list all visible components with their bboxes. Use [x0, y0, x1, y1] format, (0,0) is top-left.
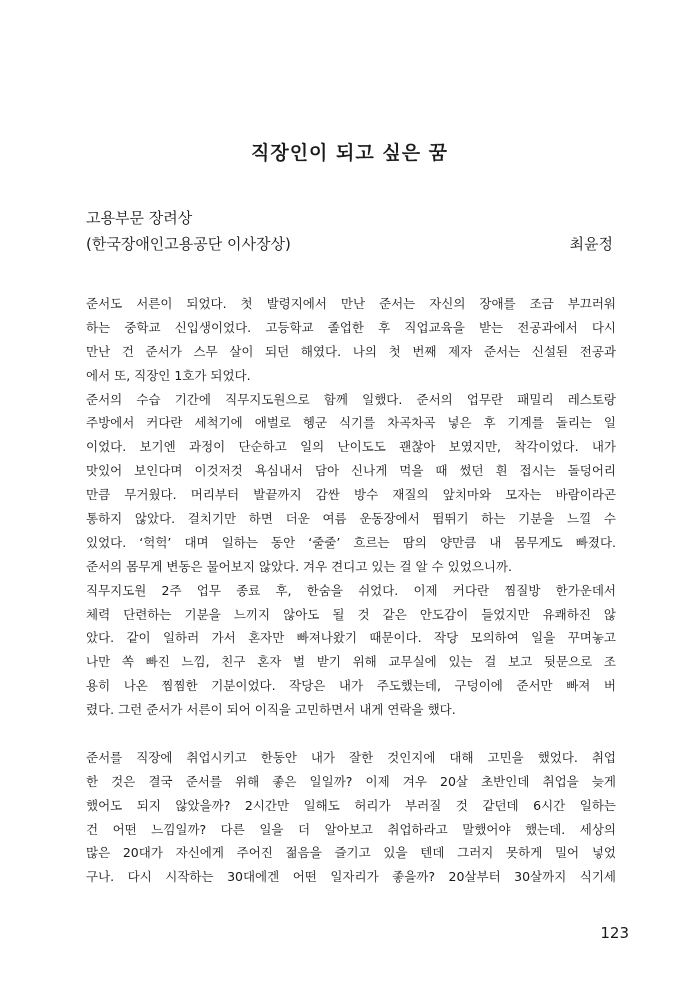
body-line: 나만 쏙 빠진 느낌, 친구 혼자 벌 받기 위해 교무실에 있는 걸 보고 뒷문으로 조 [86, 654, 616, 670]
essay-body [86, 292, 616, 889]
body-line: 만난 건 준서가 스무 살이 되던 해였다. 나의 첫 번째 제자 준서는 신설된 전공과 [86, 343, 616, 359]
body-line: 직무지도원 2주 업무 종료 후, 한숨을 쉬었다. 이제 커다란 찜질방 한가운데서 [86, 582, 616, 598]
author-name: 최윤정 [569, 235, 613, 253]
body-line: 용히 나온 찜찜한 기분이었다. 작당은 내가 주도했는데, 구덩이에 준서만 빠져 버 [86, 678, 616, 694]
body-line: 주방에서 커다란 세척기에 애벌로 헹군 식기를 차곡차곡 넣은 후 기계를 돌리는 일 [86, 415, 616, 431]
body-line: 많은 20대가 자신에게 주어진 젊음을 즐기고 있을 텐데 그러지 못하게 밀어 넣었 [86, 845, 616, 861]
body-line: 이었다. 보기엔 과정이 단순하고 일의 난이도도 괜찮아 보였지만, 착각이었다. 내가 [86, 439, 616, 455]
paragraph-gap [86, 722, 616, 746]
body-line: 준서도 서른이 되었다. 첫 발령지에서 만난 준서는 자신의 장애를 조금 부끄러워 [86, 296, 616, 311]
award-category: 고용부문 장려상 [86, 209, 193, 227]
body-line: 하는 중학교 신입생이었다. 고등학교 졸업한 후 직업교육을 받는 전공과에서 다시 [86, 319, 616, 335]
body-line: 있었다. ‘헉헉’ 대며 일하는 동안 ‘줄줄’ 흐르는 땀의 양만큼 내 몸무게도 빠졌다. [86, 534, 616, 550]
page-number: 123 [600, 924, 629, 942]
body-line: 았다. 같이 일하러 가서 혼자만 빠져나왔기 때문이다. 작당 모의하여 일을 꾸며놓고 [86, 630, 616, 646]
body-line: 준서를 직장에 취업시키고 한동안 내가 잘한 것인지에 대해 고민을 했었다. 취업 [86, 749, 616, 765]
body-line: 렸다. 그런 준서가 서른이 되어 이직을 고민하면서 내게 연락을 했다. [86, 702, 456, 718]
body-line: 통하지 않았다. 걸치기만 하면 더운 여름 운동장에서 뜀뛰기 하는 기분을 느낄 수 [86, 511, 616, 527]
body-line: 했어도 되지 않았을까? 2시간만 일해도 허리가 부러질 것 같던데 6시간 일하는 [86, 797, 616, 813]
body-line: 한 것은 결국 준서를 위해 좋은 일일까? 이제 겨우 20살 초반인데 취업을 늦게 [86, 773, 616, 789]
body-line: 준서의 수습 기간에 직무지도원으로 함께 일했다. 준서의 업무란 패밀리 레스토랑 [86, 391, 616, 407]
body-line: 체력 단련하는 기분을 느끼지 않아도 될 것 같은 안도감이 들었지만 유쾌하진 않 [86, 606, 616, 622]
body-line: 만큼 무거웠다. 머리부터 발끝까지 감싼 방수 재질의 앞치마와 모자는 바람이라곤 [86, 487, 616, 503]
body-line: 준서의 몸무게 변동은 물어보지 않았다. 겨우 견디고 있는 걸 알 수 있었으니까. [86, 558, 512, 574]
body-line: 건 어떤 느낌일까? 다른 일을 더 알아보고 취업하라고 말했어야 했는데. 세상의 [86, 821, 616, 837]
body-line: 맛있어 보인다며 이것저것 욕심내서 담아 신나게 먹을 때 썼던 흰 접시는 돌덩어리 [86, 463, 616, 479]
award-organization: (한국장애인고용공단 이사장상) [86, 235, 291, 253]
body-line: 에서 또, 직장인 1호가 되었다. [86, 367, 251, 383]
body-line: 구나. 다시 시작하는 30대에겐 어떤 일자리가 좋을까? 20살부터 30살까지 식기세 [86, 869, 616, 885]
essay-title: 직장인이 되고 싶은 꿈 [250, 142, 449, 164]
